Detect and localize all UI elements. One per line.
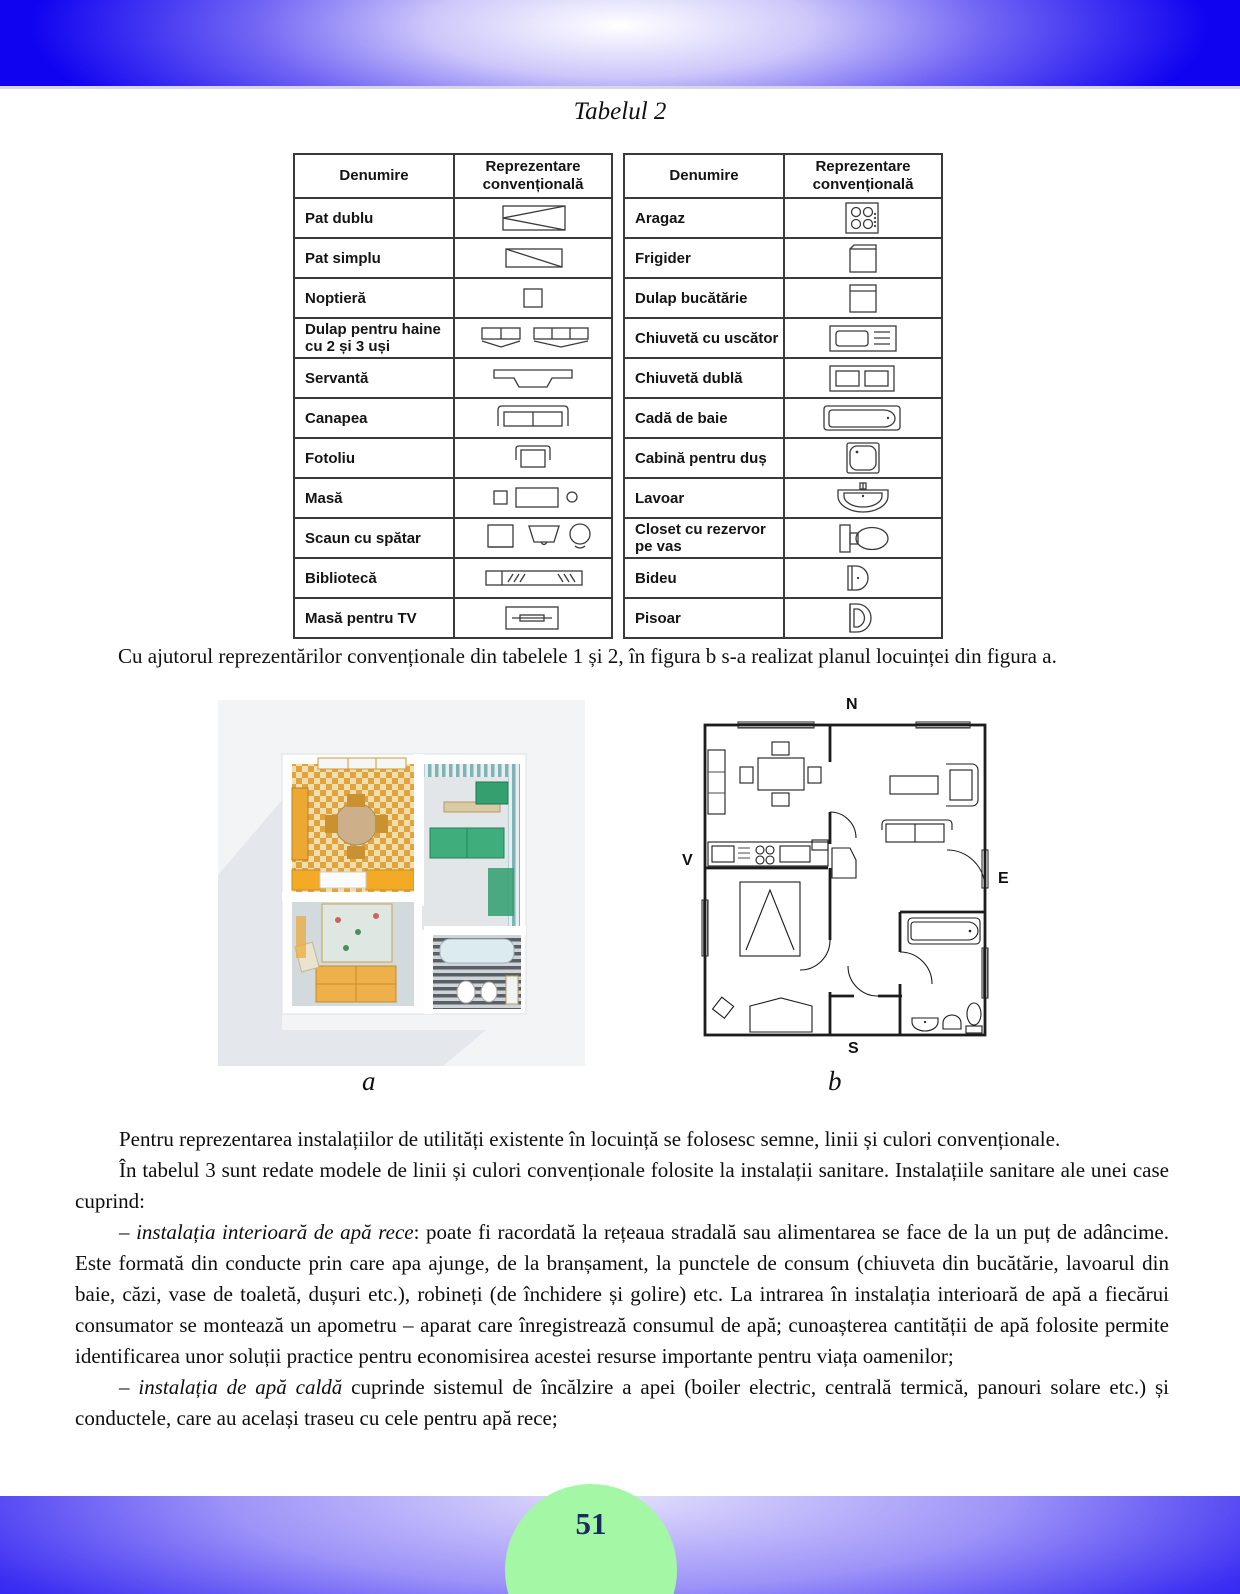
row-label: Closet cu rezervor pe vas [624, 518, 784, 558]
table-row [294, 358, 612, 398]
compass-north: N [846, 696, 858, 713]
urinal-icon [788, 601, 938, 635]
table-row [624, 478, 942, 518]
bathtub-icon [788, 401, 938, 435]
row-label: Fotoliu [294, 438, 454, 478]
table-row [294, 598, 612, 638]
page-title: Tabelul 2 [573, 98, 667, 125]
paragraph-hot-water-text: cuprinde sistemul de încălzire a apei (boiler electric, centrală termică, panouri solare etc.) și conductele, care au același traseu cu cele pentru apă rece; [75, 1375, 1170, 1430]
row-label: Servantă [294, 358, 454, 398]
dash: – [119, 1220, 137, 1244]
chair-icon [458, 521, 608, 555]
row-label: Scaun cu spătar [294, 518, 454, 558]
row-label: Pisoar [624, 598, 784, 638]
paragraph-table3: În tabelul 3 sunt redate modele de linii și culori convenționale folosite la instalații sanitare. Instalațiile sanitare ale unei case cuprind: [75, 1158, 1169, 1213]
row-label: Noptieră [294, 278, 454, 318]
figure-b-label: b [828, 1066, 842, 1096]
kitchen-cabinet-icon [788, 281, 938, 315]
table-row [624, 198, 942, 238]
table-row [294, 198, 612, 238]
row-label: Chiuvetă dublă [624, 358, 784, 398]
toilet-icon [788, 521, 938, 555]
table-row [294, 278, 612, 318]
table-row [624, 398, 942, 438]
sideboard-icon [458, 361, 608, 395]
figure-b-floor-plan [680, 696, 1014, 1058]
paragraph-cold-water-text: : poate fi racordată la rețeaua stradală sau alimentarea se face de la un puț de adâncime. Este formată din conducte prin care apa ajunge, de la branșament, la punctele de consum (chiuveta din bucătărie, lavoarul din baie, căzi, vase de toaletă, dușuri etc.), robineți (de închidere și golire) etc. La intrarea în instalația interioară de apă a fiecărui consumator se montează un apometru – aparat care înregistrează consumul de apă; cunoașterea cantității de apă folosite permite identificarea unor soluții practice pentru economisirea acestei resurse importante pentru viața oamenilor; [75, 1220, 1169, 1368]
table-row [624, 238, 942, 278]
row-label: Masă pentru TV [294, 598, 454, 638]
table-row [624, 358, 942, 398]
row-label: Cadă de baie [624, 398, 784, 438]
sink-with-dryer-icon [788, 321, 938, 355]
row-label: Dulap bucătărie [624, 278, 784, 318]
shower-cabin-icon [788, 441, 938, 475]
column-header-reprezentare: Reprezentare convențională [784, 154, 942, 198]
paragraph-intro: Pentru reprezentarea instalațiilor de utilități existente în locuință se folosesc semne, linii și culori convenționale. [119, 1127, 1061, 1151]
row-label: Aragaz [624, 198, 784, 238]
row-label: Cabină pentru duș [624, 438, 784, 478]
row-label: Pat dublu [294, 198, 454, 238]
row-label: Bibliotecă [294, 558, 454, 598]
figure-caption: Cu ajutorul reprezentărilor convenționale din tabelele 1 și 2, în figura b s-a realizat planul locuinței din figura a. [118, 644, 1057, 668]
page-number: 51 [575, 1506, 607, 1541]
floor-plan-drawing [680, 700, 1014, 1058]
table-row [624, 278, 942, 318]
table-row [624, 598, 942, 638]
row-label: Lavoar [624, 478, 784, 518]
paragraph-cold-water [75, 1217, 1169, 1372]
table-row [294, 518, 612, 558]
stove-icon [788, 201, 938, 235]
row-label: Canapea [294, 398, 454, 438]
paragraph-hot-water [75, 1372, 1169, 1434]
table-row [624, 558, 942, 598]
row-label: Pat simplu [294, 238, 454, 278]
row-label: Frigider [624, 238, 784, 278]
furniture-symbols-table [293, 153, 613, 639]
figure-a-3d-apartment [218, 700, 585, 1066]
figure-a-label: a [362, 1066, 376, 1096]
fixtures-symbols-table [623, 153, 943, 639]
table-row [624, 518, 942, 558]
row-label: Dulap pentru haine cu 2 și 3 uși [294, 318, 454, 358]
double-bed-icon [458, 201, 608, 235]
row-label: Chiuvetă cu uscător [624, 318, 784, 358]
table-row [294, 318, 612, 358]
term-hot-water-installation: instalația de apă caldă [138, 1375, 343, 1399]
compass-west: V [682, 852, 693, 869]
column-header-denumire: Denumire [294, 154, 454, 198]
bidet-icon [788, 561, 938, 595]
compass-east: E [998, 870, 1009, 887]
table-row [624, 318, 942, 358]
armchair-icon [458, 441, 608, 475]
column-header-reprezentare: Reprezentare convențională [454, 154, 612, 198]
table-header-row [294, 154, 612, 198]
nightstand-icon [458, 281, 608, 315]
table-row [294, 398, 612, 438]
body-text [75, 1124, 1169, 1434]
dash: – [119, 1375, 139, 1399]
washbasin-icon [788, 481, 938, 515]
bookcase-icon [458, 561, 608, 595]
double-sink-icon [788, 361, 938, 395]
table-row [294, 558, 612, 598]
table-row [294, 478, 612, 518]
wardrobe-icon [458, 321, 608, 355]
fridge-icon [788, 241, 938, 275]
tv-table-icon [458, 601, 608, 635]
table-row [294, 238, 612, 278]
row-label: Bideu [624, 558, 784, 598]
table-row [624, 438, 942, 478]
table-icon [458, 481, 608, 515]
table-header-row [624, 154, 942, 198]
term-cold-water-installation: instalația interioară de apă rece [136, 1220, 414, 1244]
top-decorative-band [0, 0, 1240, 89]
row-label: Masă [294, 478, 454, 518]
sofa-icon [458, 401, 608, 435]
table-row [294, 438, 612, 478]
apartment-3d-render-image [218, 700, 585, 1066]
compass-south: S [848, 1040, 859, 1057]
column-header-denumire: Denumire [624, 154, 784, 198]
single-bed-icon [458, 241, 608, 275]
